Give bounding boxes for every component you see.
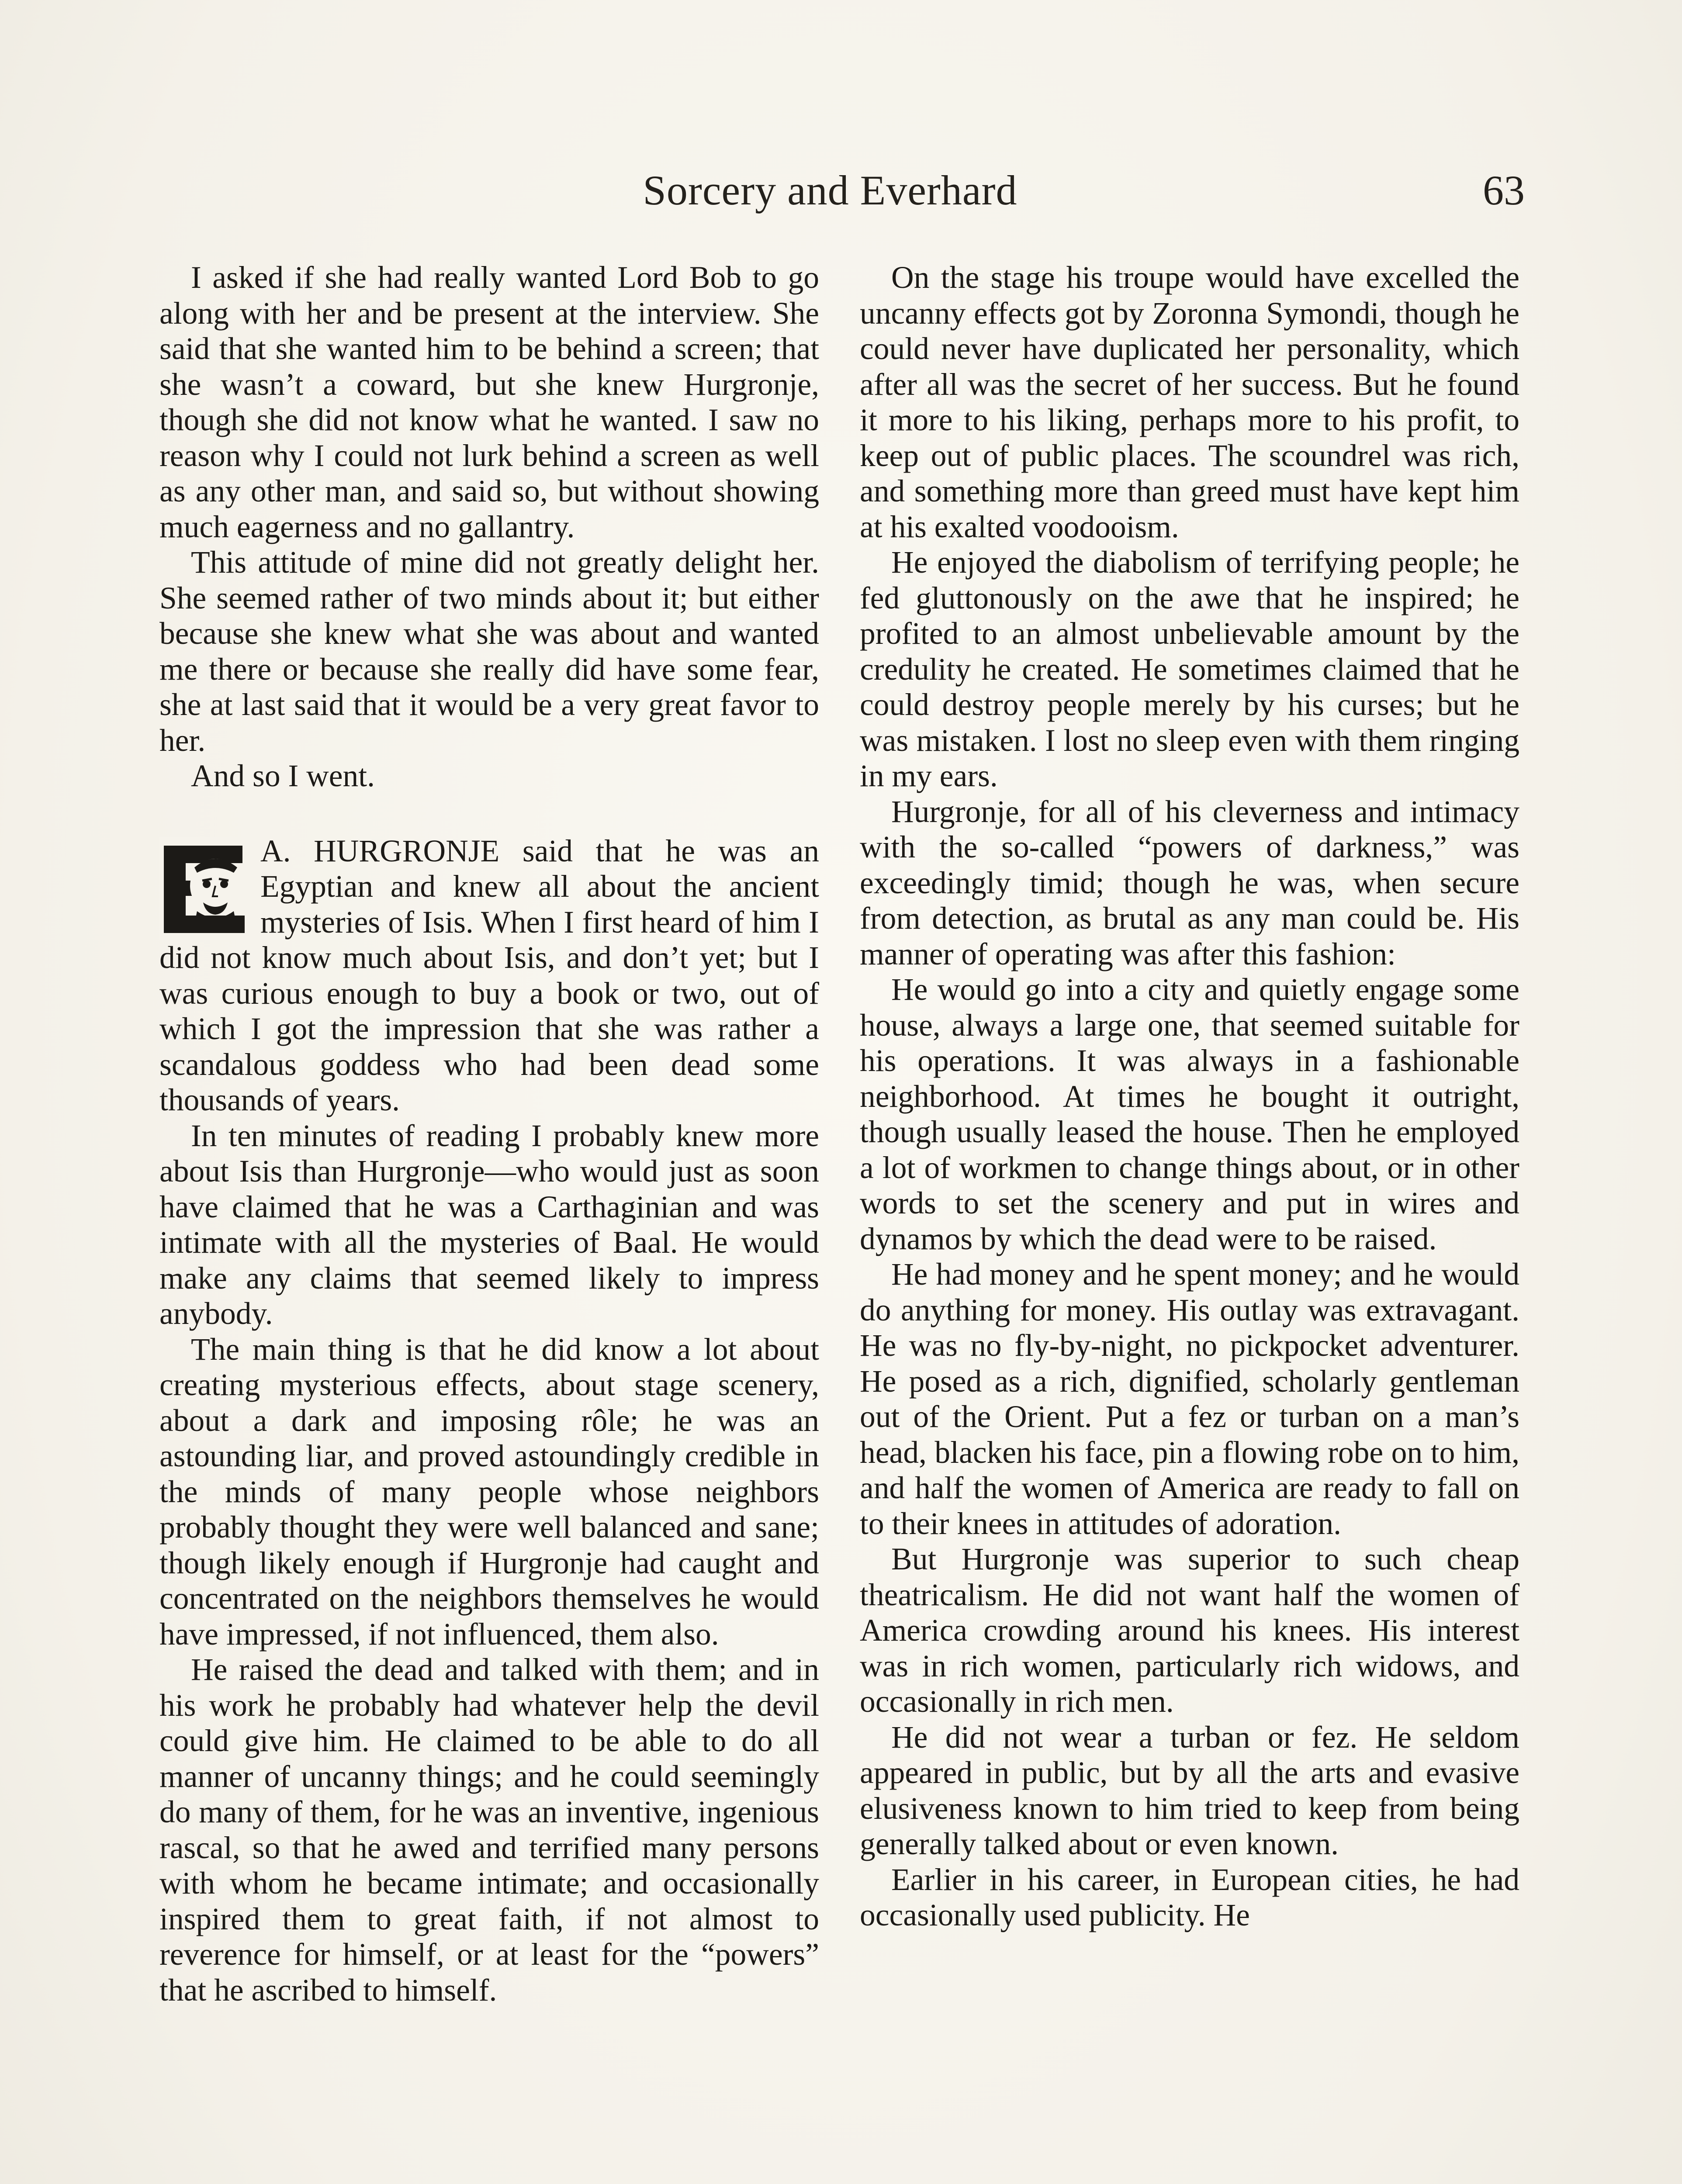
right-paragraph-4: He would go into a city and quietly engage some house, always a large one, that seemed suitable for his operations. It was always in a fashionable neighborhood. At times he bought it outright, though usually leased the house. Then he employed a lot of workmen to change things about, or in other words to set the scenery and put in wires and dynamos by which the dead were to be raised. (860, 972, 1519, 1256)
right-paragraph-8: Earlier in his career, in European cities, he had occasionally used publicity. He (860, 1862, 1519, 1932)
dropcap-paragraph (159, 833, 819, 1118)
left-paragraph-7: He raised the dead and talked with them; and in his work he probably had whatever help the devil could give him. He claimed to be able to do all manner of uncanny things; and he could seemingly do many of them, for he was an inventive, ingenious rascal, so that he awed and terrified many persons with whom he became intimate; and occasionally inspired them to great faith, if not almost to reverence for himself, or at least for the “powers” that he ascribed to himself. (159, 1652, 819, 2008)
right-paragraph-1: On the stage his troupe would have excelled the uncanny effects got by Zoronna Symondi, though he could never have duplicated her personality, which after all was the secret of her success. But he found it more to his liking, perhaps more to his profit, to keep out of public places. The scoundrel was rich, and something more than greed must have kept him at his exalted voodooism. (860, 260, 1519, 544)
page-number: 63 (1483, 167, 1525, 214)
running-head (0, 166, 1682, 218)
right-column (860, 260, 1519, 1933)
running-title: Sorcery and Everhard (643, 167, 1018, 214)
right-paragraph-7: He did not wear a turban or fez. He seldom appeared in public, but by all the arts and evasive elusiveness known to him tried to keep from being generally talked about or even known. (860, 1720, 1519, 1861)
section-break (159, 794, 819, 833)
right-paragraph-5: He had money and he spent money; and he would do anything for money. His outlay was extravagant. He was no fly-by-night, no pickpocket adventurer. He posed as a rich, dignified, scholarly gentleman out of the Orient. Put a fez or turban on a man’s head, blacken his face, pin a flowing robe on to him, and half the women of America are ready to fall on to their knees in attitudes of adoration. (860, 1257, 1519, 1541)
left-column (159, 260, 819, 2008)
left-paragraph-2: This attitude of mine did not greatly delight her. She seemed rather of two minds about it; but either because she knew what she was about and wanted me there or because she really did have some fear, she at last said that it would be a very great favor to her. (159, 545, 819, 758)
left-paragraph-6: The main thing is that he did know a lot about creating mysterious effects, about stage scenery, about a dark and imposing rôle; he was an astounding liar, and proved astoundingly credible in the minds of many people whose neighbors probably thought they were well balanced and sane; though likely enough if Hurgronje had caught and concentrated on the neighbors themselves he would have impressed, if not influenced, them also. (159, 1332, 819, 1652)
left-paragraph-4: A. HURGRONJE said that he was an Egyptian and knew all about the ancient mysteries of Isis. When I first heard of him I did not know much about Isis, and don’t yet; but I was curious enough to buy a book or two, out of which I got the impression that she was rather a scandalous goddess who had been dead some thousands of years. (159, 833, 819, 1117)
dropcap-illustration-icon (159, 837, 249, 940)
right-paragraph-6: But Hurgronje was superior to such cheap theatricalism. He did not want half the women of America crowding around his knees. His interest was in rich women, particularly rich widows, and occasionally in rich men. (860, 1542, 1519, 1719)
right-paragraph-3: Hurgronje, for all of his cleverness and intimacy with the so-called “powers of darkness,” was exceedingly timid; though he was, when secure from detection, as brutal as any man could be. His manner of operating was after this fashion: (860, 794, 1519, 971)
left-paragraph-5: In ten minutes of reading I probably knew more about Isis than Hurgronje—who would just as soon have claimed that he was a Carthaginian and was intimate with all the mysteries of Baal. He would make any claims that seemed likely to impress anybody. (159, 1118, 819, 1331)
left-paragraph-1: I asked if she had really wanted Lord Bob to go along with her and be present at the interview. She said that she wanted him to be behind a screen; that she wasn’t a coward, but she knew Hurgronje, though she did not know what he wanted. I saw no reason why I could not lurk behind a screen as well as any other man, and said so, but without showing much eagerness and no gallantry. (159, 260, 819, 544)
left-paragraph-3: And so I went. (191, 759, 375, 793)
right-paragraph-2: He enjoyed the diabolism of terrifying people; he fed gluttonously on the awe that he inspired; he profited to an almost unbelievable amount by the credulity he created. He sometimes claimed that he could destroy people merely by his curses; but he was mistaken. I lost no sleep even with them ringing in my ears. (860, 545, 1519, 793)
